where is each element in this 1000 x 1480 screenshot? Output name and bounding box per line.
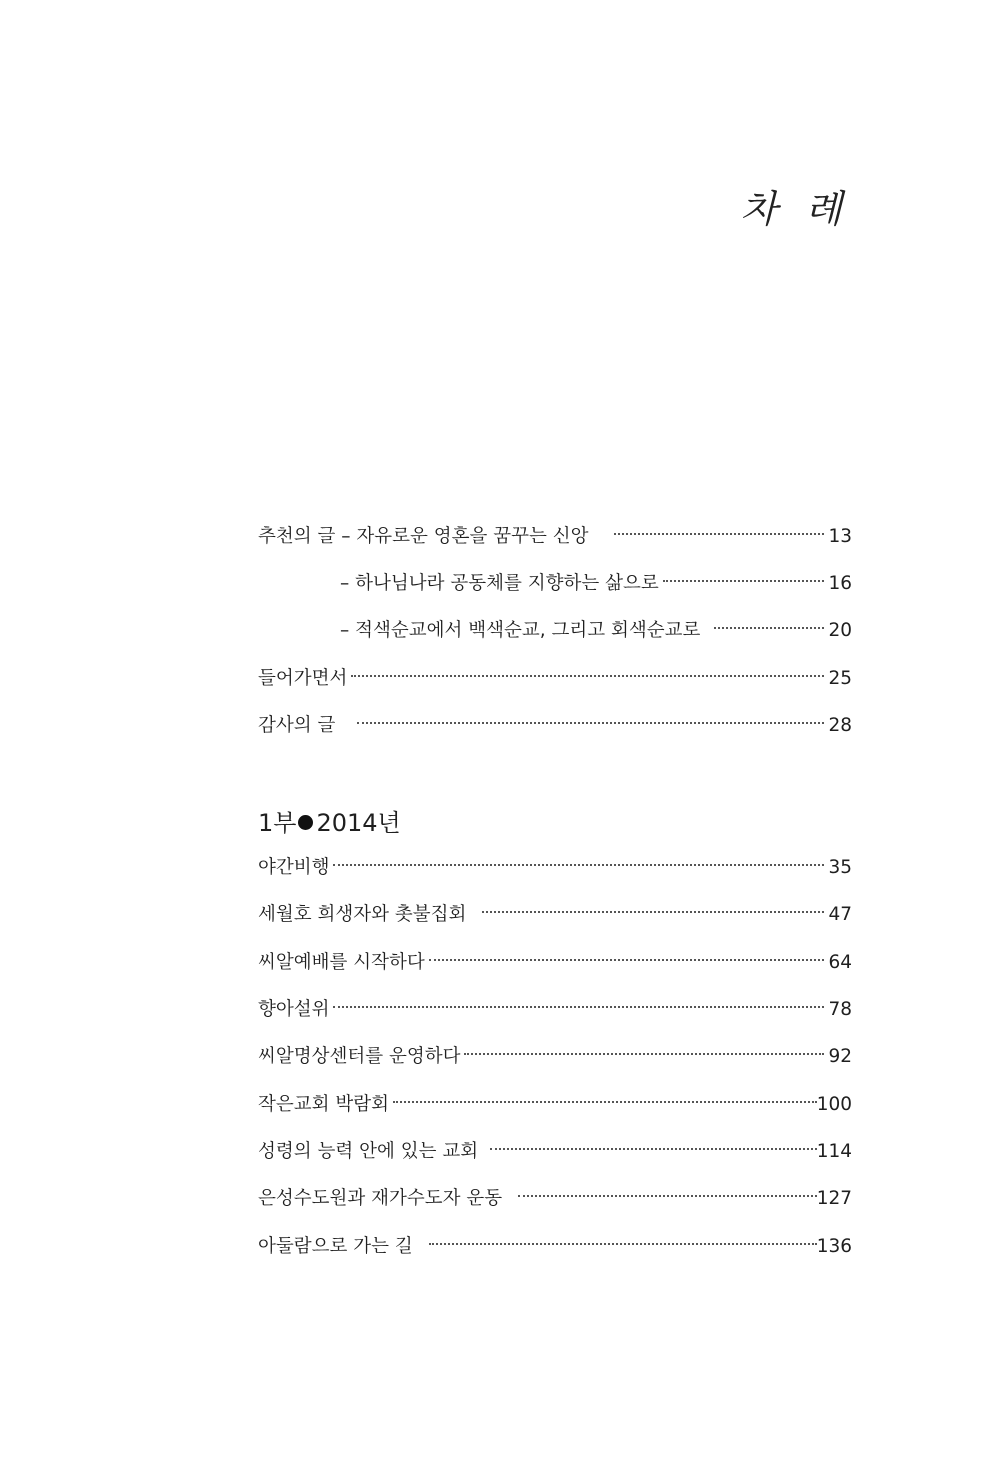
- toc-entry-page: 136: [816, 1236, 852, 1257]
- toc-entry-page: 127: [816, 1188, 852, 1209]
- part-year: 2014년: [316, 809, 401, 837]
- dot-leader: [518, 1195, 817, 1197]
- toc-entry-title: 들어가면서: [258, 668, 348, 689]
- dot-leader: [464, 1053, 824, 1055]
- toc-entry-title: – 적색순교에서 백색순교, 그리고 회색순교로: [340, 620, 701, 641]
- toc-entry-title: 씨알예배를 시작하다: [258, 952, 425, 973]
- dot-leader: [393, 1101, 817, 1103]
- toc-entry-title: 야간비행: [258, 857, 330, 878]
- toc-entry-title: 향아설위: [258, 999, 330, 1020]
- toc-entry[interactable]: [258, 616, 852, 646]
- toc-entry[interactable]: [258, 569, 852, 599]
- toc-entry-title: 아둘람으로 가는 길: [258, 1236, 413, 1257]
- toc-entry[interactable]: [258, 948, 852, 978]
- dot-leader: [351, 675, 824, 677]
- toc-entry[interactable]: [258, 900, 852, 930]
- dot-leader: [429, 1243, 817, 1245]
- toc-entry[interactable]: [258, 1137, 852, 1167]
- toc-entry-title: 추천의 글 – 자유로운 영혼을 꿈꾸는 신앙: [258, 526, 589, 547]
- toc-entry-title: 감사의 글: [258, 715, 336, 736]
- dot-leader: [663, 580, 825, 582]
- toc-entry[interactable]: [258, 1090, 852, 1120]
- toc-entry-page: 78: [828, 999, 852, 1020]
- dot-leader: [614, 533, 824, 535]
- page-title: 차 례: [740, 187, 850, 231]
- toc-entry-title: 은성수도원과 재가수도자 운동: [258, 1188, 503, 1209]
- toc-entry[interactable]: [258, 522, 852, 552]
- dot-leader: [482, 911, 824, 913]
- toc-entry[interactable]: [258, 664, 852, 694]
- toc-entry[interactable]: [258, 995, 852, 1025]
- toc-entry-page: 25: [828, 668, 852, 689]
- dot-leader: [333, 864, 824, 866]
- toc-entry[interactable]: [258, 1042, 852, 1072]
- dot-leader: [357, 722, 824, 724]
- part-heading: [258, 808, 401, 838]
- toc-entry-page: 92: [828, 1046, 852, 1067]
- toc-entry-page: 20: [828, 620, 852, 641]
- part-number: 1부: [258, 809, 297, 837]
- toc-entry-title: 작은교회 박람회: [258, 1094, 389, 1115]
- bullet-icon: [298, 815, 313, 830]
- toc-entry[interactable]: [258, 1232, 852, 1262]
- dot-leader: [333, 1006, 824, 1008]
- toc-entry-page: 47: [828, 904, 852, 925]
- toc-entry-page: 35: [828, 857, 852, 878]
- toc-entry-page: 100: [816, 1094, 852, 1115]
- toc-entry[interactable]: [258, 853, 852, 883]
- toc-entry-page: 16: [828, 573, 852, 594]
- toc-entry-title: – 하나님나라 공동체를 지향하는 삶으로: [340, 573, 659, 594]
- toc-entry-page: 13: [828, 526, 852, 547]
- toc-entry[interactable]: [258, 711, 852, 741]
- toc-entry-page: 114: [816, 1141, 852, 1162]
- toc-entry-page: 64: [828, 952, 852, 973]
- dot-leader: [714, 627, 824, 629]
- toc-entry[interactable]: [258, 1184, 852, 1214]
- toc-entry-title: 성령의 능력 안에 있는 교회: [258, 1141, 479, 1162]
- dot-leader: [490, 1148, 817, 1150]
- toc-entry-page: 28: [828, 715, 852, 736]
- toc-entry-title: 씨알명상센터를 운영하다: [258, 1046, 461, 1067]
- toc-entry-title: 세월호 희생자와 촛불집회: [258, 904, 467, 925]
- dot-leader: [429, 959, 825, 961]
